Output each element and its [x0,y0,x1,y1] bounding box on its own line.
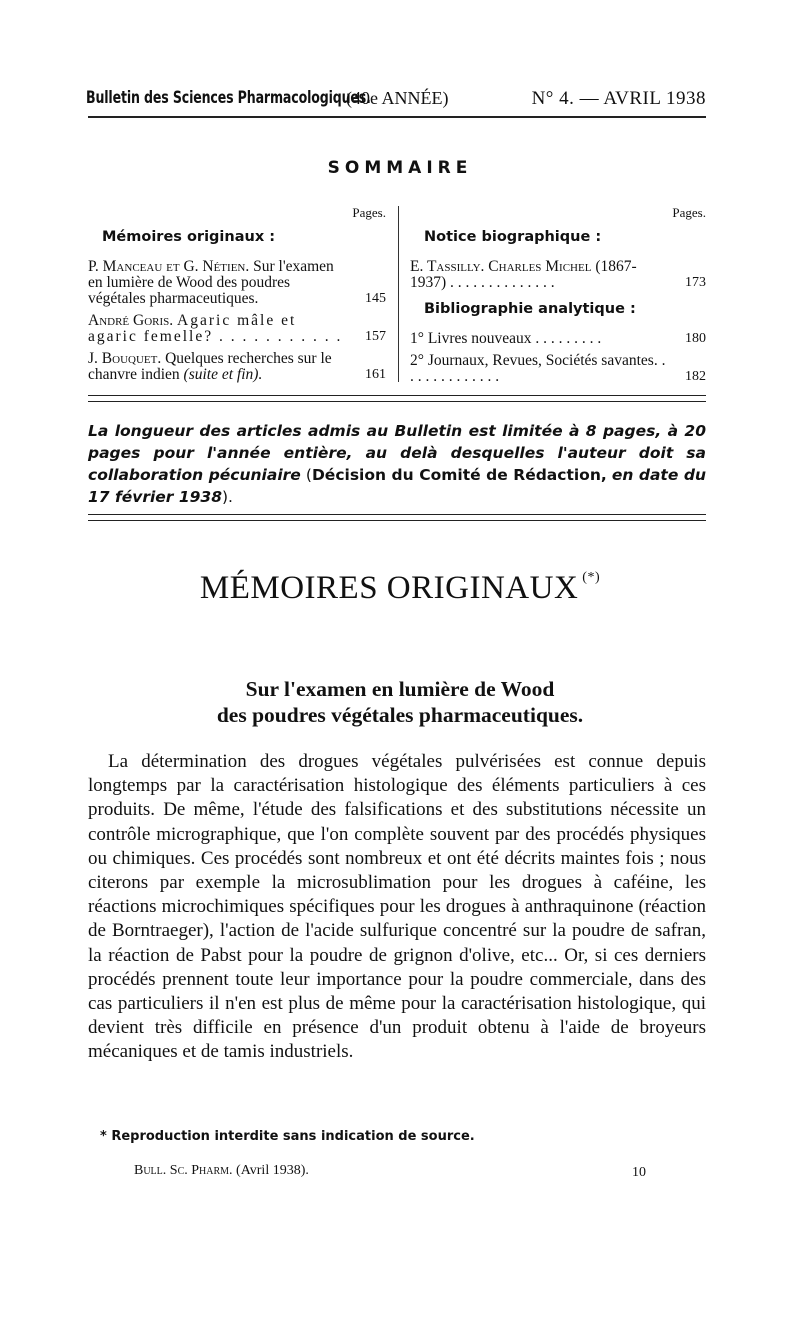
toc-page: 173 [685,275,706,290]
toc-author: P. Manceau et G. Nétien. [88,258,250,275]
toc-page: 182 [685,369,706,384]
toc-page: 157 [365,329,386,344]
article-body [88,750,706,1065]
notice-decision: Décision du Comité de Rédaction, [311,466,607,484]
journal-year: (40e ANNÉE) [346,88,449,108]
sommaire-right-column [410,205,706,391]
double-rule [88,514,706,521]
journal-title: Bulletin des Sciences Pharmacologiques. [86,88,371,108]
toc-text: Quelques recherches sur le chanvre indien [88,350,332,383]
toc-text: Charles Michel (1867-1937) . . . . . . . . . . . . . . [410,258,637,291]
toc-page: 180 [685,331,706,346]
toc-author: E. Tassilly. [410,258,485,275]
toc-extra: (suite et fin). [183,366,263,383]
sommaire-title: SOMMAIRE [327,158,473,178]
page-number: 10 [632,1165,646,1180]
toc-text: Sur l'examen en lumière de Wood des poudres végétales pharmaceutiques. [88,258,334,307]
toc-text: Agaric mâle et agaric femelle? . . . . . . . . . . . [88,312,343,345]
notice-paren-open: ( [305,466,312,484]
footer-citation [134,1163,309,1179]
section-title-text: MÉMOIRES ORIGINAUX [199,570,579,606]
citation-journal: Bull. Sc. Pharm. [134,1163,233,1178]
toc-entry[interactable] [88,259,386,307]
toc-text: 1° Livres nouveaux . . . . . . . . . [410,330,602,347]
memoires-heading: Mémoires originaux : [102,229,276,245]
editorial-notice [88,420,706,508]
notice-date: en date du 17 février 1938 [88,466,707,506]
double-rule [88,395,706,402]
sommaire-left-column [88,205,386,389]
pages-label: Pages. [352,205,386,220]
article-title-line: Sur l'examen en lumière de Wood [245,677,555,701]
toc-author: J. Bouquet. [88,350,162,367]
toc-entry[interactable] [410,259,706,291]
toc-text: 2° Journaux, Revues, Sociétés savantes. . . . . . . . . . . . . . [410,352,666,385]
issue-number: N° 4. — AVRIL 1938 [531,88,706,109]
footnote-marker[interactable]: (*) [582,570,601,585]
body-paragraph: La détermination des drogues végétales pulvérisées est connue depuis longtemps par la caractérisation histologique des éléments particuliers à ces produits. De même, l'étude des falsifications et des substitutions nécessite un contrôle micrographique, que l'on complète souvent par des procédés physiques ou chimiques. Ces procédés sont nombreux et ont été décrits maintes fois ; nous citerons par exemple la microsublimation pour les drogues à caféine, les réactions microchimiques spécifiques pour les drogues à anthraquinone (réaction de Borntraeger), l'action de l'acide sulfurique concentré sur la poudre de safran, la réaction de Pabst pour la poudre de grignon d'olive, etc... Or, si ces derniers procédés prennent toute leur importance pour la poudre commerciale, dans des cas particuliers il n'en est plus de même pour la caractérisation histologique, qui devient très difficile en présence d'un produit obtenu à l'aide de broyeurs mécaniques et de tamis industriels. [88,751,706,1063]
notice-paren-close: ). [221,488,233,506]
article-title-line: des poudres végétales pharmaceutiques. [216,703,584,727]
toc-entry[interactable] [88,313,386,345]
running-header [86,88,706,114]
pages-label: Pages. [672,205,706,220]
footnote: * Reproduction interdite sans indication de source. [100,1129,475,1144]
column-divider [398,206,399,382]
toc-entry[interactable] [410,331,706,347]
notice-heading: Notice biographique : [424,229,602,245]
bibliographie-heading: Bibliographie analytique : [424,301,636,317]
toc-author: André Goris. [88,312,174,329]
section-title [0,570,800,607]
article-title [0,676,800,728]
toc-page: 145 [365,291,386,306]
toc-entry[interactable] [88,351,386,383]
header-rule [88,116,706,118]
notice-text: La longueur des articles admis au Bulletin est limitée à 8 pages, à 20 pages pour l'année entière, au delà desquelles l'auteur doit sa collaboration pécuniaire [88,422,706,484]
toc-page: 161 [365,367,386,382]
citation-date: (Avril 1938). [236,1163,309,1178]
toc-entry[interactable] [410,353,706,385]
